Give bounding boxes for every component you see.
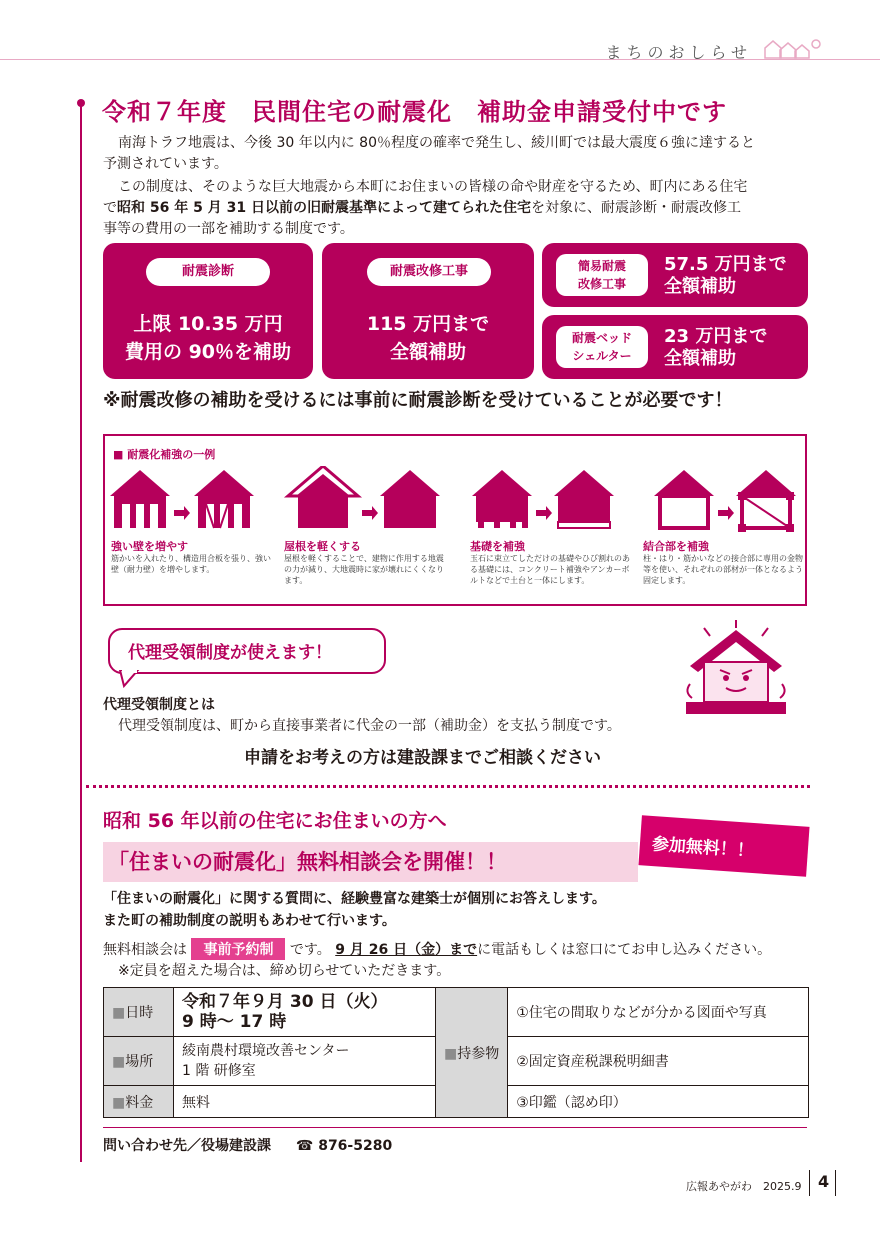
contact-info: 問い合わせ先／役場建設課 ☎ 876-5280 (103, 1138, 393, 1154)
joint-house-after-icon (736, 470, 796, 532)
weak-foundation-house-icon (472, 470, 532, 528)
item-2: ②固定資産税課税明細書 (508, 1037, 809, 1086)
simple-retrofit-rate: 全額補助 (664, 276, 736, 297)
page-number: 4 (818, 1172, 830, 1191)
diagnosis-rate: 費用の 90％を補助 (124, 341, 292, 363)
lead-line-1: 「住まいの耐震化」に関する質問に、経験豊富な建築士が個別にお答えします。 (103, 891, 606, 907)
date-label: ■日時 (104, 988, 174, 1037)
shelter-rate: 全額補助 (664, 348, 736, 369)
example-1-desc: 筋かいを入れたり、構造用合板を張り、強い壁（耐力壁）を増やします。 (111, 554, 271, 574)
arrow-icon (362, 506, 378, 520)
prerequisite-note: ※耐震改修の補助を受けるには事前に耐震診断を受けていることが必要です！ (103, 390, 733, 411)
house-mascot-icon (680, 618, 792, 716)
arrow-icon (174, 506, 190, 520)
fee-value: 無料 (174, 1086, 436, 1118)
reinforcement-illustrations (108, 466, 808, 532)
houses-sun-icon (762, 36, 824, 60)
arrow-icon (536, 506, 552, 520)
phone-icon: ☎ (295, 1138, 314, 1154)
reservation-tag: 事前予約制 (191, 938, 285, 960)
intro-line-3: この制度は、そのような巨大地震から本町にお住まいの皆様の命や財産を守るため、町内にある住宅 (118, 179, 748, 195)
item-3: ③印鑑（認め印） (508, 1086, 809, 1118)
diagnosis-label: 耐震診断 (146, 258, 270, 286)
wall-house-after-icon (194, 470, 254, 528)
examples-title: ■ 耐震化補強の一例 (113, 448, 216, 461)
free-badge-text: 参加無料！！ (651, 834, 755, 862)
event-details-table (103, 987, 809, 1118)
item-1: ①住宅の間取りなどが分かる図面や写真 (508, 988, 809, 1037)
place-value: 綾南農村環境改善センター 1 階 研修室 (174, 1037, 436, 1086)
retrofit-rate: 全額補助 (389, 341, 466, 363)
date-value: 令和７年９月 30 日（火） 9 時～ 17 時 (174, 988, 436, 1037)
items-label: ■持参物 (436, 988, 508, 1118)
page-bar-left (809, 1170, 810, 1196)
heavy-roof-house-icon (288, 466, 358, 528)
shelter-amount: 23 万円まで (664, 326, 768, 347)
section-header: まちのおしらせ (605, 43, 752, 62)
example-1-heading: 強い壁を増やす (111, 540, 188, 553)
arrow-icon (718, 506, 734, 520)
simple-retrofit-amount: 57.5 万円まで (664, 254, 787, 275)
example-2-heading: 屋根を軽くする (284, 540, 361, 553)
reinforced-foundation-house-icon (554, 470, 614, 528)
intro-line-1: 南海トラフ地震は、今後 30 年以内に 80％程度の確率で発生し、綾川町では最大震度６強に達すると (118, 135, 755, 151)
old-standard-emphasis: 昭和 56 年 5 月 31 日以前の旧耐震基準によって建てられた住宅 (117, 200, 531, 216)
retrofit-label: 耐震改修工事 (367, 258, 491, 286)
intro-line-2: 予測されています。 (103, 156, 228, 172)
article-title: 令和７年度 民間住宅の耐震化 補助金申請受付中です (102, 98, 727, 126)
left-accent-rule (80, 100, 82, 1162)
page-bar-right (835, 1170, 836, 1196)
proxy-description: 代理受領制度は、町から直接事業者に代金の一部（補助金）を支払う制度です。 (118, 718, 621, 734)
place-label: ■場所 (104, 1037, 174, 1086)
proxy-heading: 代理受領制度とは (103, 697, 215, 713)
diagnosis-amount: 上限 10.35 万円 (133, 313, 283, 335)
reservation-line: 無料相談会は 事前予約制 です。 9 月 26 日（金）までに電話もしくは窓口にてお申し込みください。 (103, 938, 771, 960)
proxy-bubble-text: 代理受領制度が使えます！ (128, 643, 332, 663)
contact-rule (103, 1127, 807, 1128)
fee-label: ■料金 (104, 1086, 174, 1118)
retrofit-amount: 115 万円まで (366, 313, 490, 335)
article2-title: 昭和 56 年以前の住宅にお住まいの方へ (103, 810, 447, 832)
bubble-tail-icon (118, 670, 142, 688)
example-4-heading: 結合部を補強 (643, 540, 709, 553)
wall-house-before-icon (110, 470, 170, 528)
title-dot (77, 99, 85, 107)
phone-number: 876-5280 (318, 1138, 393, 1154)
lead-line-2: また町の補助制度の説明もあわせて行います。 (103, 913, 396, 929)
reservation-deadline: 9 月 26 日（金）まで (335, 942, 478, 958)
shelter-label: 耐震ベッド シェルター (556, 326, 648, 368)
publication-name: 広報あやがわ 2025.9 (686, 1180, 802, 1193)
consult-callout: 申請をお考えの方は建設課までご相談ください (244, 748, 601, 768)
joint-house-before-icon (654, 470, 714, 528)
intro-line-4: で昭和 56 年 5 月 31 日以前の旧耐震基準によって建てられた住宅を対象に、耐震診断・耐震改修工 (103, 200, 741, 216)
section-divider (86, 785, 810, 788)
example-3-desc: 玉石に束立てしただけの基礎やひび割れのある基礎には、コンクリート補強やアンカーボルトなどで土台と一体にします。 (470, 554, 630, 585)
example-3-heading: 基礎を補強 (470, 540, 525, 553)
light-roof-house-icon (380, 470, 440, 528)
simple-retrofit-label: 簡易耐震 改修工事 (556, 254, 648, 296)
example-4-desc: 柱・はり・筋かいなどの接合部に専用の金物等を使い、それぞれの部材が一体となるよう固定します。 (643, 554, 803, 585)
example-2-desc: 屋根を軽くすることで、建物に作用する地震の力が減り、大地震時に家が壊れにくくなります。 (284, 554, 444, 585)
event-banner: 「住まいの耐震化」無料相談会を開催！！ (108, 850, 507, 874)
capacity-note: ※定員を超えた場合は、締め切らせていただきます。 (118, 963, 451, 979)
intro-line-5: 事等の費用の一部を補助する制度です。 (103, 221, 354, 237)
